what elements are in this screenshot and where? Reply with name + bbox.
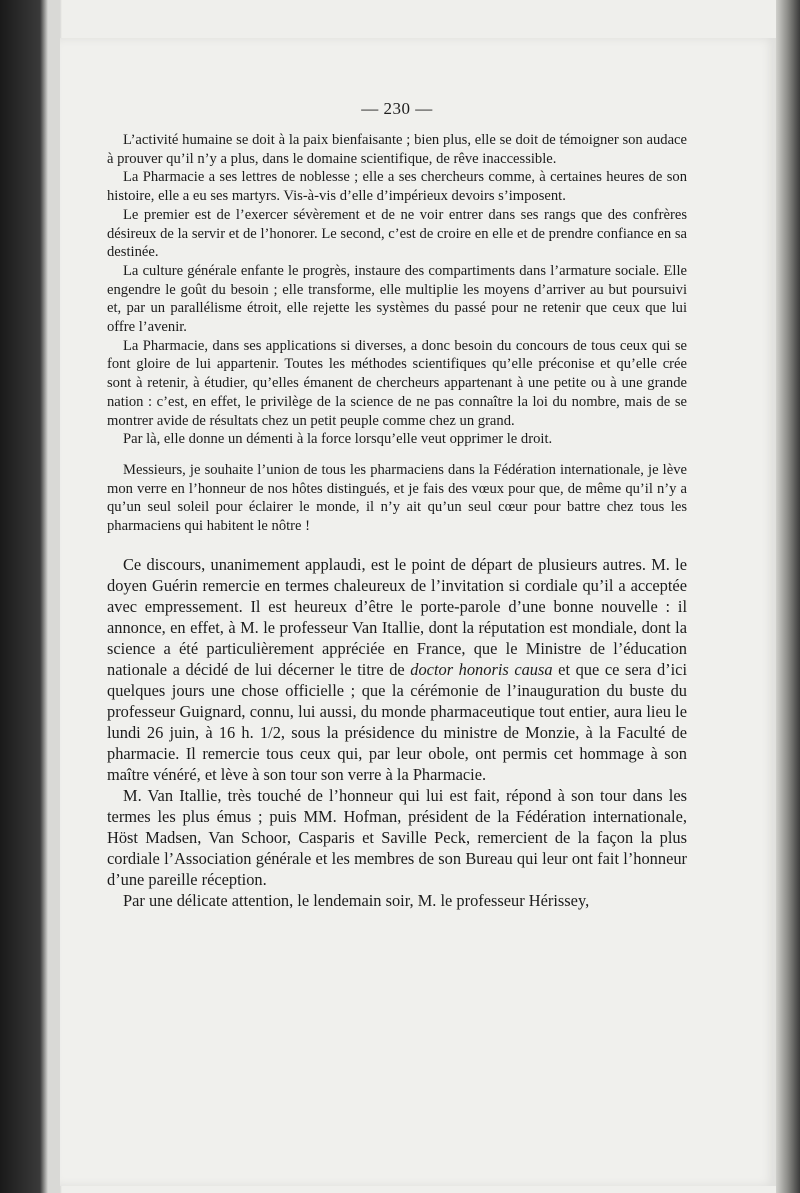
narrative-text: [107, 554, 687, 911]
body-paragraph: [107, 554, 687, 785]
speech-closing-paragraph: Messieurs, je souhaite l’union de tous les pharmaciens dans la Fédération internationale, je lève mon verre en l’honneur de nos hôtes distingués, et je fais des vœux pour que, de même qu’il n’y a qu’un seul soleil pour éclairer le monde, il n’y ait qu’un seul cœur pour battre chez tous les pharmaciens qui habitent le nôtre !: [107, 461, 687, 535]
body-paragraph: M. Van Itallie, très touché de l’honneur qui lui est fait, répond à son tour dans les termes les plus émus ; puis MM. Hofman, président de la Fédération internationale, Höst Madsen, Van Schoor, Casparis et Saville Peck, remercient de la façon la plus cordiale l’Association générale et les membres de son Bureau qui leur ont fait l’honneur d’une pareille réception.: [107, 785, 687, 889]
speech-paragraph: La Pharmacie, dans ses applications si diverses, a donc besoin du concours de tous ceux qui se font gloire de lui appartenir. Toutes les méthodes scientifiques qu’elle préconise et qu’elle crée sont à retenir, à étudier, qu’elles émanent de chercheurs appartenant à une petite ou à une grande nation : c’est, en effet, le privilège de la science de ne pas connaître la loi du nombre, mais de se montrer avide de résultats chez un petit peuple comme chez un grand.: [107, 337, 687, 429]
speech-paragraph: Le premier est de l’exercer sévèrement et de ne voir entrer dans ses rangs que des confrères désireux de la servir et de l’honorer. Le second, c’est de croire en elle et de prendre confiance en sa destinée.: [107, 206, 687, 261]
body-text: et que ce sera d’ici quelques jours une chose officielle ; que la cérémonie de l’inauguration du buste du professeur Guignard, connu, lui aussi, du monde pharmaceutique tout entier, aura lieu le lundi 26 juin, à 16 h. 1/2, sous la présidence du ministre de Monzie, à la Faculté de pharmacie. Il remercie tous ceux qui, par leur obole, ont permis cet hommage à son maître vénéré, et lève à son tour son verre à la Pharmacie.: [107, 659, 687, 784]
page-text: [107, 99, 687, 911]
speech-paragraph: Par là, elle donne un démenti à la force lorsqu’elle veut opprimer le droit.: [123, 431, 553, 448]
italic-latin-title: doctor honoris causa: [410, 659, 553, 679]
page-number: — 230 —: [361, 99, 433, 118]
speech-paragraph: La culture générale enfante le progrès, instaure des compartiments dans l’armature sociale. Elle engendre le goût du besoin ; elle transforme, elle multiplie les moyens d’arriver au but poursuivi et, par un parallélisme étroit, elle rejette les systèmes du passé pour ne retenir que ceux que lui offre l’avenir.: [107, 262, 687, 336]
speech-paragraph: La Pharmacie a ses lettres de noblesse ; elle a ses chercheurs comme, à certaines heures de son histoire, elle a eu ses martyrs. Vis-à-vis d’elle d’impérieux devoirs s’imposent.: [107, 169, 687, 205]
body-text: Ce discours, unanimement applaudi, est le point de départ de plusieurs autres. M. le doyen Guérin remercie en termes chaleureux de l’invitation si cordiale qu’il a acceptée avec empressement. Il est heureux d’être le porte-parole d’une bonne nouvelle : il annonce, en effet, à M. le professeur Van Itallie, dont la réputation est mondiale, dont la science a été particulièrement appréciée en France, que le Ministre de l’éducation nationale a décidé de lui décerner le titre de: [107, 554, 687, 679]
speech-paragraph: L’activité humaine se doit à la paix bienfaisante ; bien plus, elle se doit de témoigner son audace à prouver qu’il n’y a plus, dans le domaine scientifique, de rêve inaccessible.: [107, 132, 687, 167]
book-spine-edge: [776, 0, 800, 1193]
body-paragraph: Par une délicate attention, le lendemain soir, M. le professeur Hérissey,: [123, 890, 590, 910]
speech-excerpt: [107, 131, 687, 536]
